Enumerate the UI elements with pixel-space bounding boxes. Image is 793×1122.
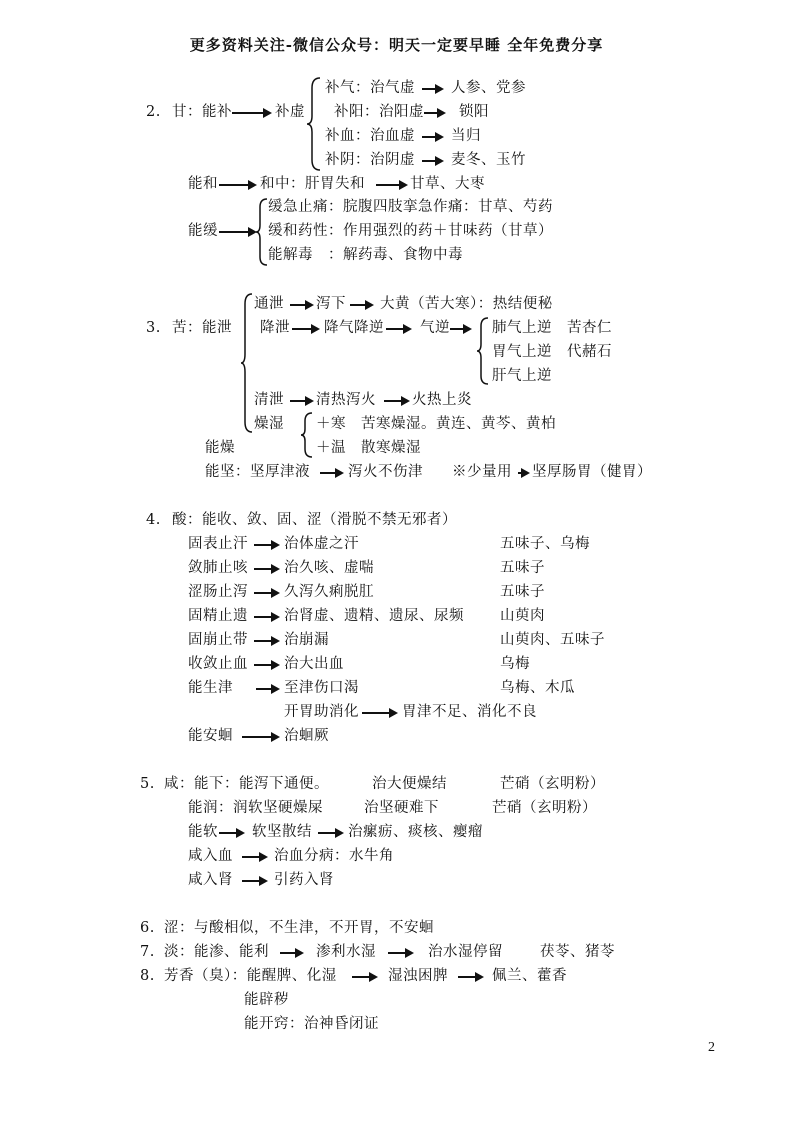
section-2-label: 甘：能补 xyxy=(172,104,232,120)
jiang-qi: 降气降逆 xyxy=(324,320,384,336)
neng-bi-hui: 能辟秽 xyxy=(244,992,289,1008)
zao-shi: 燥湿 xyxy=(254,416,284,432)
arrow-icon xyxy=(362,712,396,714)
arrow-icon xyxy=(424,112,444,114)
brace-icon xyxy=(306,76,322,172)
xie-huo: 泻火不伤津 xyxy=(348,464,423,480)
suan-row-1-use: 治体虚之汗 xyxy=(284,536,359,552)
jie-du: 能解毒 ：解药毒、食物中毒 xyxy=(268,247,463,263)
brace-icon xyxy=(476,316,490,386)
section-5-label: 咸：能下：能泻下通便。 xyxy=(164,776,329,792)
shao-liang: ※少量用 xyxy=(452,464,512,480)
arrow-icon xyxy=(254,544,278,546)
arrow-icon xyxy=(388,952,412,954)
arrow-icon xyxy=(422,160,442,162)
xian-mang-xiao-2: 芒硝（玄明粉） xyxy=(492,800,597,816)
san-han: ＋温 散寒燥湿 xyxy=(316,440,421,456)
neng-zao: 能燥 xyxy=(205,440,235,456)
brace-icon xyxy=(300,411,314,459)
section-4-label: 酸：能收、敛、固、涩（滑脱不禁无邪者） xyxy=(172,512,457,528)
fei-qi: 肺气上逆 苦杏仁 xyxy=(492,320,612,336)
suan-row-6-herbs: 乌梅 xyxy=(500,656,530,672)
section-6-number: 6. xyxy=(140,920,155,936)
jiang-xie: 降泄 xyxy=(260,320,290,336)
section-7-number: 7. xyxy=(140,944,155,960)
suan-row-4-name: 固精止遗 xyxy=(188,608,248,624)
xue-fen: 治血分病：水牛角 xyxy=(274,848,394,864)
pei-lan: 佩兰、藿香 xyxy=(492,968,567,984)
wei-qi: 胃气上逆 代赭石 xyxy=(492,344,612,360)
xie-xia: 泻下 xyxy=(316,296,346,312)
arrow-icon xyxy=(219,832,243,834)
arrow-icon xyxy=(458,976,482,978)
arrow-icon xyxy=(280,952,302,954)
suan-row-3-herbs: 五味子 xyxy=(500,584,545,600)
fu-ling: 茯苓、猪苓 xyxy=(540,944,615,960)
suan-row-2-use: 治久咳、虚喘 xyxy=(284,560,374,576)
arrow-icon xyxy=(290,400,312,402)
bu-yin: 补阴：治阴虚 xyxy=(325,152,415,168)
da-huang: 大黄（苦大寒）：热结便秘 xyxy=(380,296,553,312)
page-number: 2 xyxy=(708,1040,715,1055)
brace-icon xyxy=(240,292,254,434)
bu-xu: 补虚 xyxy=(275,104,305,120)
suan-row-7-herbs: 乌梅、木瓜 xyxy=(500,680,575,696)
page-header: 更多资料关注-微信公众号：明天一定要早睡 全年免费分享 xyxy=(189,36,604,54)
suan-row-5-herbs: 山萸肉、五味子 xyxy=(500,632,605,648)
arrow-icon xyxy=(386,328,410,330)
suan-row-7-use: 至津伤口渴 xyxy=(284,680,359,696)
huan-he: 缓和药性：作用强烈的药＋甘味药（甘草） xyxy=(268,223,553,239)
suan-row-2-herbs: 五味子 xyxy=(500,560,545,576)
section-2-number: 2. xyxy=(146,104,161,120)
bu-yin-herbs: 麦冬、玉竹 xyxy=(451,152,526,168)
wei-jin: 胃津不足、消化不良 xyxy=(402,704,537,720)
neng-run: 能润：润软坚硬燥屎 xyxy=(188,800,323,816)
arrow-icon xyxy=(232,112,270,114)
section-8-number: 8. xyxy=(140,968,155,984)
suan-row-4-use: 治肾虚、遗精、遗尿、尿频 xyxy=(284,608,464,624)
suan-row-3-use: 久泻久痢脱肛 xyxy=(284,584,374,600)
suan-row-6-use: 治大出血 xyxy=(284,656,344,672)
arrow-icon xyxy=(242,856,266,858)
arrow-icon xyxy=(318,832,342,834)
section-7-label: 淡：能渗、能利 xyxy=(164,944,269,960)
arrow-icon xyxy=(254,664,278,666)
arrow-icon xyxy=(242,736,278,738)
bu-qi: 补气：治气虚 xyxy=(325,80,415,96)
arrow-icon xyxy=(422,88,442,90)
arrow-icon xyxy=(450,328,470,330)
arrow-icon xyxy=(254,592,278,594)
bu-yang-herbs: 锁阳 xyxy=(459,104,489,120)
suan-row-5-use: 治崩漏 xyxy=(284,632,329,648)
kai-wei: 开胃助消化 xyxy=(284,704,359,720)
arrow-icon xyxy=(219,184,255,186)
qing-re: 清热泻火 xyxy=(316,392,376,408)
arrow-icon xyxy=(256,688,278,690)
suan-row-1-name: 固表止汗 xyxy=(188,536,248,552)
huo-re: 火热上炎 xyxy=(412,392,472,408)
bu-xue-herbs: 当归 xyxy=(451,128,481,144)
zhi-jian-ying: 治坚硬难下 xyxy=(364,800,439,816)
suan-row-7-name: 能生津 xyxy=(188,680,233,696)
section-8-label: 芳香（臭）：能醒脾、化湿 xyxy=(164,968,337,984)
neng-huan: 能缓 xyxy=(188,223,218,239)
qi-ni: 气逆 xyxy=(420,320,450,336)
suan-row-3-name: 涩肠止泻 xyxy=(188,584,248,600)
xian-zhi-da: 治大便燥结 xyxy=(372,776,447,792)
suan-row-4-herbs: 山萸肉 xyxy=(500,608,545,624)
yin-yao: 引药入肾 xyxy=(274,872,334,888)
section-3-number: 3. xyxy=(146,320,161,336)
ruan-jian: 软坚散结 xyxy=(252,824,312,840)
arrow-icon xyxy=(320,472,342,474)
xian-ru-xue: 咸入血 xyxy=(188,848,233,864)
suan-row-2-name: 敛肺止咳 xyxy=(188,560,248,576)
he-zhong: 和中：肝胃失和 xyxy=(260,176,365,192)
jian-hou: 坚厚肠胃（健胃） xyxy=(532,464,652,480)
suan-row-1-herbs: 五味子、乌梅 xyxy=(500,536,590,552)
section-4-number: 4. xyxy=(146,512,161,528)
shi-zhuo: 湿浊困脾 xyxy=(388,968,448,984)
xian-ru-shen: 咸入肾 xyxy=(188,872,233,888)
arrow-icon xyxy=(290,304,312,306)
suan-row-6-name: 收敛止血 xyxy=(188,656,248,672)
bu-yang: 补阳：治阳虚 xyxy=(334,104,424,120)
qing-xie: 清泄 xyxy=(254,392,284,408)
arrow-icon xyxy=(254,616,278,618)
shen-li: 渗利水湿 xyxy=(316,944,376,960)
neng-kai-qiao: 能开窍：治神昏闭证 xyxy=(244,1016,379,1032)
bu-qi-herbs: 人参、党参 xyxy=(451,80,526,96)
neng-jian: 能坚：坚厚津液 xyxy=(205,464,310,480)
arrow-icon xyxy=(254,640,278,642)
xian-mang-xiao-1: 芒硝（玄明粉） xyxy=(500,776,605,792)
arrow-icon xyxy=(219,231,255,233)
neng-an-hui: 能安蛔 xyxy=(188,728,233,744)
arrow-icon xyxy=(376,184,406,186)
arrow-icon xyxy=(384,400,408,402)
bu-xue: 补血：治血虚 xyxy=(325,128,415,144)
huan-ji: 缓急止痛：脘腹四肢挛急作痛：甘草、芍药 xyxy=(268,199,553,215)
arrow-icon xyxy=(350,304,372,306)
arrow-icon xyxy=(352,976,376,978)
section-6-label: 涩：与酸相似，不生津，不开胃，不安蛔 xyxy=(164,920,434,936)
gan-qi: 肝气上逆 xyxy=(492,368,552,384)
zhi-shui-shi: 治水湿停留 xyxy=(428,944,503,960)
neng-ruan: 能软 xyxy=(188,824,218,840)
neng-he: 能和 xyxy=(188,176,218,192)
arrow-icon xyxy=(518,472,528,474)
arrow-icon xyxy=(422,136,442,138)
section-5-number: 5. xyxy=(140,776,155,792)
zhi-luo-li: 治瘰疬、痰核、瘿瘤 xyxy=(348,824,483,840)
arrow-icon xyxy=(292,328,318,330)
suan-row-5-name: 固崩止带 xyxy=(188,632,248,648)
arrow-icon xyxy=(242,880,266,882)
brace-icon xyxy=(255,197,269,267)
arrow-icon xyxy=(254,568,278,570)
ku-han: ＋寒 苦寒燥湿。黄连、黄芩、黄柏 xyxy=(316,416,556,432)
tong-xie: 通泄 xyxy=(254,296,284,312)
he-zhong-herbs: 甘草、大枣 xyxy=(410,176,485,192)
zhi-hui-jue: 治蛔厥 xyxy=(284,728,329,744)
section-3-label: 苦：能泄 xyxy=(172,320,232,336)
